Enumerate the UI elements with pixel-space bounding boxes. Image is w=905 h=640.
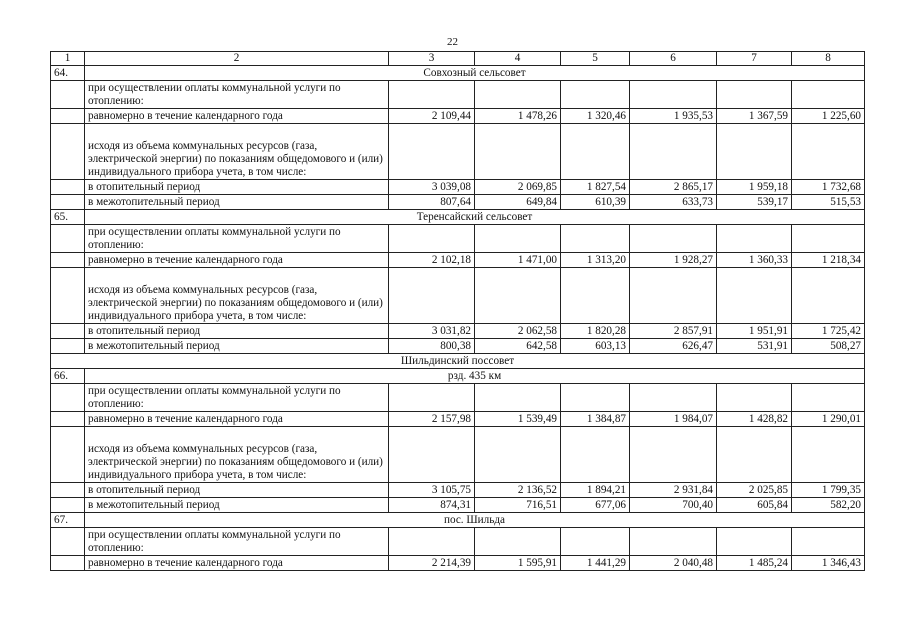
row-number-cell (51, 109, 85, 124)
section-title: Совхозный сельсовет (85, 66, 865, 81)
value-cell-col-5 (561, 384, 630, 412)
value-cell-col-8 (792, 528, 865, 556)
value-cell-col-8: 582,20 (792, 498, 865, 513)
header-col-1: 1 (51, 52, 85, 66)
value-cell-col-4: 1 595,91 (475, 556, 561, 571)
value-cell-col-4: 2 062,58 (475, 324, 561, 339)
row-number-cell (51, 180, 85, 195)
table-row (51, 124, 865, 180)
value-cell-col-7: 605,84 (717, 498, 792, 513)
value-cell-col-6 (630, 225, 717, 253)
section-number: 67. (51, 513, 85, 528)
value-cell-col-3 (389, 81, 475, 109)
value-cell-col-3: 874,31 (389, 498, 475, 513)
row-number-cell (51, 483, 85, 498)
value-cell-col-3: 2 157,98 (389, 412, 475, 427)
value-cell-col-6 (630, 384, 717, 412)
row-label: исходя из объема коммунальных ресурсов (газа, электрической энергии) по показаниям общедомового и (или) индивидуального прибора учета, в том числе: (85, 427, 389, 483)
value-cell-col-4: 1 478,26 (475, 109, 561, 124)
value-cell-col-3 (389, 384, 475, 412)
section-title-row (51, 66, 865, 81)
value-cell-col-4 (475, 427, 561, 483)
value-cell-col-5 (561, 81, 630, 109)
value-cell-col-8: 508,27 (792, 339, 865, 354)
table-row (51, 528, 865, 556)
value-cell-col-7: 1 485,24 (717, 556, 792, 571)
value-cell-col-3 (389, 528, 475, 556)
row-number-cell (51, 268, 85, 324)
value-cell-col-6: 2 931,84 (630, 483, 717, 498)
value-cell-col-5: 1 441,29 (561, 556, 630, 571)
row-label: исходя из объема коммунальных ресурсов (газа, электрической энергии) по показаниям общедомового и (или) индивидуального прибора учета, в том числе: (85, 124, 389, 180)
value-cell-col-7 (717, 268, 792, 324)
table-row (51, 483, 865, 498)
table-row (51, 427, 865, 483)
group-title: Шильдинский поссовет (51, 354, 865, 369)
table-row (51, 81, 865, 109)
value-cell-col-5: 1 313,20 (561, 253, 630, 268)
value-cell-col-6 (630, 81, 717, 109)
row-number-cell (51, 556, 85, 571)
section-number: 64. (51, 66, 85, 81)
header-col-7: 7 (717, 52, 792, 66)
value-cell-col-8 (792, 268, 865, 324)
row-number-cell (51, 253, 85, 268)
value-cell-col-5: 1 320,46 (561, 109, 630, 124)
value-cell-col-8: 515,53 (792, 195, 865, 210)
value-cell-col-8 (792, 81, 865, 109)
value-cell-col-7: 539,17 (717, 195, 792, 210)
value-cell-col-5: 1 827,54 (561, 180, 630, 195)
value-cell-col-6: 700,40 (630, 498, 717, 513)
value-cell-col-8 (792, 427, 865, 483)
value-cell-col-3: 800,38 (389, 339, 475, 354)
row-label: при осуществлении оплаты коммунальной услуги по отоплению: (85, 81, 389, 109)
value-cell-col-7: 1 360,33 (717, 253, 792, 268)
value-cell-col-3: 807,64 (389, 195, 475, 210)
value-cell-col-7 (717, 124, 792, 180)
value-cell-col-7 (717, 384, 792, 412)
value-cell-col-4: 649,84 (475, 195, 561, 210)
value-cell-col-8 (792, 225, 865, 253)
page-number: 22 (447, 36, 458, 48)
row-number-cell (51, 124, 85, 180)
value-cell-col-3: 2 214,39 (389, 556, 475, 571)
row-number-cell (51, 195, 85, 210)
value-cell-col-3: 3 105,75 (389, 483, 475, 498)
value-cell-col-4: 1 539,49 (475, 412, 561, 427)
value-cell-col-6 (630, 528, 717, 556)
value-cell-col-6 (630, 124, 717, 180)
value-cell-col-7 (717, 225, 792, 253)
value-cell-col-6 (630, 427, 717, 483)
row-number-cell (51, 384, 85, 412)
row-label: в межотопительный период (85, 498, 389, 513)
table-row (51, 556, 865, 571)
row-label: в отопительный период (85, 180, 389, 195)
row-label: равномерно в течение календарного года (85, 556, 389, 571)
table-row (51, 180, 865, 195)
section-title: пос. Шильда (85, 513, 865, 528)
row-label: в отопительный период (85, 483, 389, 498)
value-cell-col-8: 1 346,43 (792, 556, 865, 571)
table-row (51, 109, 865, 124)
header-col-6: 6 (630, 52, 717, 66)
row-label: в межотопительный период (85, 195, 389, 210)
section-number: 65. (51, 210, 85, 225)
value-cell-col-5 (561, 528, 630, 556)
value-cell-col-5 (561, 124, 630, 180)
value-cell-col-3: 2 109,44 (389, 109, 475, 124)
row-label: при осуществлении оплаты коммунальной услуги по отоплению: (85, 225, 389, 253)
value-cell-col-3 (389, 225, 475, 253)
section-title: рзд. 435 км (85, 369, 865, 384)
row-number-cell (51, 427, 85, 483)
table-body (51, 66, 865, 571)
row-label: равномерно в течение календарного года (85, 412, 389, 427)
value-cell-col-5: 677,06 (561, 498, 630, 513)
value-cell-col-5 (561, 427, 630, 483)
row-label: равномерно в течение календарного года (85, 253, 389, 268)
header-col-8: 8 (792, 52, 865, 66)
row-number-cell (51, 324, 85, 339)
value-cell-col-4: 716,51 (475, 498, 561, 513)
value-cell-col-3 (389, 427, 475, 483)
table-row (51, 412, 865, 427)
value-cell-col-6: 1 935,53 (630, 109, 717, 124)
section-title-row (51, 369, 865, 384)
row-label: при осуществлении оплаты коммунальной услуги по отоплению: (85, 528, 389, 556)
value-cell-col-7: 1 951,91 (717, 324, 792, 339)
value-cell-col-8: 1 732,68 (792, 180, 865, 195)
row-number-cell (51, 81, 85, 109)
row-label: при осуществлении оплаты коммунальной услуги по отоплению: (85, 384, 389, 412)
value-cell-col-6: 2 865,17 (630, 180, 717, 195)
value-cell-col-8: 1 225,60 (792, 109, 865, 124)
row-number-cell (51, 498, 85, 513)
header-col-4: 4 (475, 52, 561, 66)
value-cell-col-8 (792, 384, 865, 412)
value-cell-col-4: 1 471,00 (475, 253, 561, 268)
value-cell-col-3: 3 031,82 (389, 324, 475, 339)
value-cell-col-8: 1 218,34 (792, 253, 865, 268)
row-label: исходя из объема коммунальных ресурсов (газа, электрической энергии) по показаниям общедомового и (или) индивидуального прибора учета, в том числе: (85, 268, 389, 324)
value-cell-col-4 (475, 268, 561, 324)
table-row (51, 195, 865, 210)
value-cell-col-4 (475, 81, 561, 109)
value-cell-col-8 (792, 124, 865, 180)
table-row (51, 384, 865, 412)
value-cell-col-6: 1 928,27 (630, 253, 717, 268)
value-cell-col-5 (561, 268, 630, 324)
header-col-5: 5 (561, 52, 630, 66)
value-cell-col-4: 642,58 (475, 339, 561, 354)
value-cell-col-3 (389, 268, 475, 324)
row-label: в отопительный период (85, 324, 389, 339)
table-row (51, 225, 865, 253)
value-cell-col-7: 2 025,85 (717, 483, 792, 498)
table-row (51, 498, 865, 513)
group-title-row (51, 354, 865, 369)
value-cell-col-7 (717, 81, 792, 109)
header-col-3: 3 (389, 52, 475, 66)
value-cell-col-7 (717, 427, 792, 483)
value-cell-col-7: 1 367,59 (717, 109, 792, 124)
value-cell-col-6: 633,73 (630, 195, 717, 210)
value-cell-col-6: 2 040,48 (630, 556, 717, 571)
value-cell-col-4: 2 069,85 (475, 180, 561, 195)
section-title-row (51, 513, 865, 528)
value-cell-col-4 (475, 225, 561, 253)
value-cell-col-4 (475, 528, 561, 556)
section-title-row (51, 210, 865, 225)
section-number: 66. (51, 369, 85, 384)
value-cell-col-8: 1 290,01 (792, 412, 865, 427)
value-cell-col-6: 626,47 (630, 339, 717, 354)
value-cell-col-6: 1 984,07 (630, 412, 717, 427)
row-number-cell (51, 225, 85, 253)
row-label: в межотопительный период (85, 339, 389, 354)
section-title: Теренсайский сельсовет (85, 210, 865, 225)
value-cell-col-6: 2 857,91 (630, 324, 717, 339)
value-cell-col-7: 531,91 (717, 339, 792, 354)
value-cell-col-3: 2 102,18 (389, 253, 475, 268)
table-row (51, 268, 865, 324)
row-number-cell (51, 528, 85, 556)
value-cell-col-4: 2 136,52 (475, 483, 561, 498)
row-number-cell (51, 339, 85, 354)
value-cell-col-4 (475, 384, 561, 412)
value-cell-col-5: 610,39 (561, 195, 630, 210)
value-cell-col-3: 3 039,08 (389, 180, 475, 195)
value-cell-col-3 (389, 124, 475, 180)
value-cell-col-7: 1 428,82 (717, 412, 792, 427)
header-row (51, 52, 865, 66)
table-row (51, 253, 865, 268)
value-cell-col-5 (561, 225, 630, 253)
table-row (51, 324, 865, 339)
header-col-2: 2 (85, 52, 389, 66)
value-cell-col-5: 603,13 (561, 339, 630, 354)
value-cell-col-8: 1 799,35 (792, 483, 865, 498)
row-label: равномерно в течение календарного года (85, 109, 389, 124)
value-cell-col-4 (475, 124, 561, 180)
row-number-cell (51, 412, 85, 427)
table-row (51, 339, 865, 354)
value-cell-col-7 (717, 528, 792, 556)
value-cell-col-7: 1 959,18 (717, 180, 792, 195)
tariff-table (50, 51, 865, 571)
value-cell-col-6 (630, 268, 717, 324)
value-cell-col-5: 1 820,28 (561, 324, 630, 339)
value-cell-col-5: 1 894,21 (561, 483, 630, 498)
value-cell-col-5: 1 384,87 (561, 412, 630, 427)
value-cell-col-8: 1 725,42 (792, 324, 865, 339)
